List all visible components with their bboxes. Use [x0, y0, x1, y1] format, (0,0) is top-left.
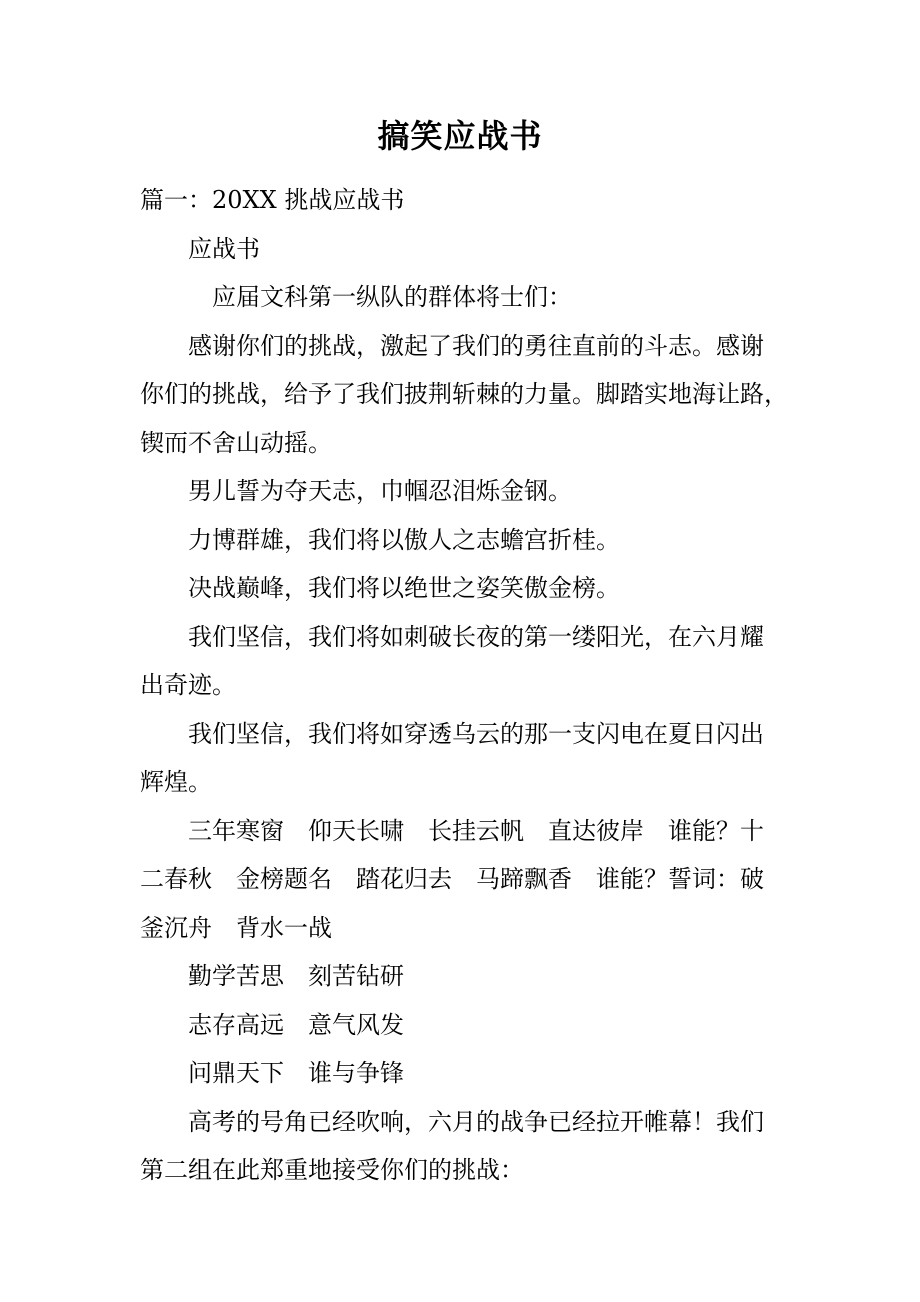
paragraph-line: 第二组在此郑重地接受你们的挑战： [140, 1156, 524, 1184]
paragraph-line: 我们坚信，我们将如穿透乌云的那一支闪电在夏日闪出 [188, 719, 764, 748]
paragraph-line: 出奇迹。 [140, 671, 236, 699]
paragraph-line: 勤学苦思 刻苦钻研 [188, 962, 404, 990]
document-title: 搞笑应战书 [377, 117, 543, 155]
paragraph-line: 釜沉舟 背水一战 [140, 913, 332, 942]
paragraph-line: 二春秋 金榜题名 踏花归去 马蹄飘香 谁能？誓词：破 [140, 865, 764, 893]
salutation: 应届文科第一纵队的群体将士们： [212, 283, 572, 311]
letter-title: 应战书 [188, 234, 260, 263]
paragraph-line: 我们坚信，我们将如刺破长夜的第一缕阳光，在六月耀 [188, 622, 764, 651]
paragraph-line: 问鼎天下 谁与争锋 [188, 1059, 404, 1087]
paragraph-line: 锲而不舍山动摇。 [140, 428, 332, 457]
paragraph-line: 你们的挑战，给予了我们披荆斩棘的力量。脚踏实地海让路， [140, 380, 788, 408]
paragraph-line: 男儿誓为夺天志，巾帼忍泪烁金钢。 [188, 477, 572, 505]
paragraph-line: 感谢你们的挑战，激起了我们的勇往直前的斗志。感谢 [188, 331, 764, 360]
paragraph-line: 辉煌。 [140, 768, 212, 796]
paragraph-line: 高考的号角已经吹响，六月的战争已经拉开帷幕！我们 [188, 1107, 764, 1136]
section-heading: 篇一：20XX 挑战应战书 [140, 186, 405, 214]
paragraph-line: 三年寒窗 仰天长啸 长挂云帆 直达彼岸 谁能？十 [188, 816, 764, 845]
paragraph-line: 志存高远 意气风发 [188, 1010, 404, 1039]
paragraph-line: 决战巅峰，我们将以绝世之姿笑傲金榜。 [188, 574, 620, 602]
paragraph-line: 力博群雄，我们将以傲人之志蟾宫折桂。 [188, 525, 620, 554]
document-body [140, 176, 788, 1195]
